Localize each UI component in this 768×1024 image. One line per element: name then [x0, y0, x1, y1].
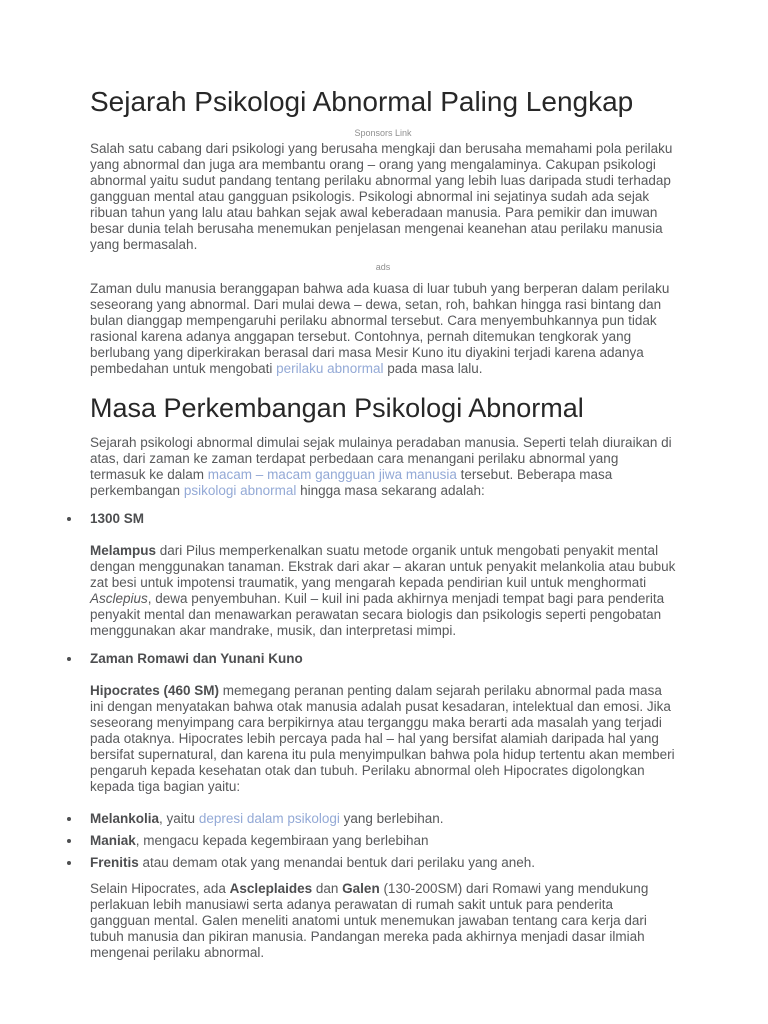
text-run: , mengacu kepada kegembiraan yang berlebihan — [135, 832, 429, 848]
paragraph-ancient-beliefs — [90, 281, 676, 377]
text-run: (130-200SM) dari Romawi yang mendukung perlakuan lebih manusiawi serta adanya perawatan di rumah sakit untuk para penderita gangguan mental. Galen meneliti anatomi untuk menemukan jawaban tentang cara kerja dari tubuh manusia dan pikiran manusia. Pandangan mereka pada akhirnya menjadi dasar ilmiah mengenai perilaku abnormal. — [90, 880, 649, 960]
bold-text: Zaman Romawi dan Yunani Kuno — [90, 650, 303, 666]
text-run: Salah satu cabang dari psikologi yang berusaha mengkaji dan berusaha memahami pola perilaku yang abnormal dan juga ara membantu orang – orang yang mengalaminya. Cakupan psikologi abnormal yaitu sudut pandang tentang perilaku abnormal yang lebih luas daripada studi terhadap gangguan mental atau gangguan psikologis. Psikologi abnormal ini sejatinya sudah ada sejak ribuan tahun yang lalu atau bahkan sejak awal keberadaan manusia. Para pemikir dan imuwan besar dunia telah berusaha menemukan penjelasan mengenai keanehan atau perilaku manusia yang bermasalah. — [90, 141, 673, 253]
bold-text: Hipocrates (460 SM) — [90, 682, 220, 698]
bullet-icon — [67, 517, 71, 521]
inline-link[interactable]: macam – macam gangguan jiwa manusia — [207, 466, 457, 482]
era-list-1300 — [90, 511, 676, 527]
text-run: Selain Hipocrates, ada — [90, 880, 230, 896]
era-list-item-roman-greek — [90, 651, 676, 667]
inline-link[interactable]: perilaku abnormal — [276, 361, 384, 377]
classification-item-melankolia — [90, 811, 676, 827]
text-run: dari Pilus memperkenalkan suatu metode organik untuk mengobati penyakit mental dengan menggunakan tanaman. Ekstrak dari akar – akaran untuk penyakit melankolia atau bubuk zat besi untuk impotensi traumatik, yang mengarah kepada pendirian kuil untuk menghormati — [90, 542, 676, 590]
text-run: dan — [312, 880, 343, 896]
italic-text: Asclepius — [90, 590, 148, 606]
era-list-roman-greek — [90, 651, 676, 667]
paragraph-intro — [90, 141, 676, 253]
bullet-icon — [67, 839, 71, 843]
bullet-icon — [67, 657, 71, 661]
text-run: Sejarah psikologi abnormal dimulai sejak mulainya peradaban manusia. Seperti telah diuraikan di atas, dari zaman ke zaman terdapat perbedaan cara menangani perilaku abnormal yang termasuk ke dalam — [90, 434, 672, 482]
bold-text: 1300 SM — [90, 510, 145, 526]
bullet-icon — [67, 861, 71, 865]
text-run: atau demam otak yang menandai bentuk dari perilaku yang aneh. — [138, 854, 536, 870]
bullet-icon — [67, 817, 71, 821]
list-item-text — [90, 511, 144, 526]
section-heading: Masa Perkembangan Psikologi Abnormal — [90, 393, 584, 424]
text-run: tersebut. Beberapa masa perkembangan — [90, 466, 613, 498]
classification-list — [90, 811, 676, 871]
paragraph-melampus — [90, 543, 676, 639]
classification-item-maniak — [90, 833, 676, 849]
bold-text: Melankolia — [90, 810, 160, 826]
text-run: Zaman dulu manusia beranggapan bahwa ada kuasa di luar tubuh yang berperan dalam perilaku seseorang yang abnormal. Dari mulai dewa – dewa, setan, roh, bahkan hingga rasi bintang dan bulan dianggap mempengaruhi perilaku abnormal tersebut. Cara menyembuhkannya pun tidak rasional karena adanya anggapan tersebut. Contohnya, pernah ditemukan tengkorak yang berlubang yang diperkirakan berasal dari masa Mesir Kuno itu diyakini terjadi karena adanya pembedahan untuk mengobati — [90, 281, 670, 377]
text-run: yang berlebihan. — [339, 810, 444, 826]
bold-text: Maniak — [90, 832, 136, 848]
classification-item-frenitis — [90, 855, 676, 871]
paragraph-hipocrates — [90, 683, 676, 795]
list-item-text — [90, 811, 443, 826]
list-item-text — [90, 651, 303, 666]
bold-text: Frenitis — [90, 854, 139, 870]
sponsors-link-label: Sponsors Link — [354, 128, 412, 139]
inline-link[interactable]: depresi dalam psikologi — [198, 810, 340, 826]
paragraph-development-intro — [90, 435, 676, 499]
paragraph-asclepiades-galen — [90, 881, 676, 961]
text-run: hingga masa sekarang adalah: — [296, 482, 485, 498]
text-run: , dewa penyembuhan. Kuil – kuil ini pada akhirnya menjadi tempat bagi para penderita penyakit mental dan menawarkan perawatan secara biologis dan psikologis seperti pengobatan menggunakan akar mandrake, musik, dan interpretasi mimpi. — [90, 590, 665, 638]
era-list-item-1300-sm — [90, 511, 676, 527]
inline-link[interactable]: psikologi abnormal — [183, 482, 297, 498]
ads-label: ads — [375, 262, 391, 273]
bold-text: Ascleplaides — [229, 880, 313, 896]
text-run: memegang peranan penting dalam sejarah perilaku abnormal pada masa ini dengan menyatakan bahwa otak manusia adalah pusat kesadaran, intelektual dan emosi. Jika seseorang menyimpang cara berpikirnya atau terganggu maka berarti ada masalah yang terjadi pada otaknya. Hipocrates lebih percaya pada hal – hal yang bersifat alamiah daripada hal yang bersifat supernatural, dan karena itu pula menyimpulkan bahwa pola hidup tertentu akan memberi pengaruh kepada kesehatan otak dan tubuh. Perilaku abnormal oleh Hipocrates digolongkan kepada tiga bagian yaitu: — [90, 682, 675, 794]
list-item-text — [90, 855, 535, 870]
page-title: Sejarah Psikologi Abnormal Paling Lengkap — [90, 86, 634, 117]
list-item-text — [90, 833, 428, 848]
text-run: , yaitu — [159, 810, 199, 826]
text-run: pada masa lalu. — [383, 361, 483, 377]
bold-text: Melampus — [90, 542, 157, 558]
bold-text: Galen — [342, 880, 380, 896]
